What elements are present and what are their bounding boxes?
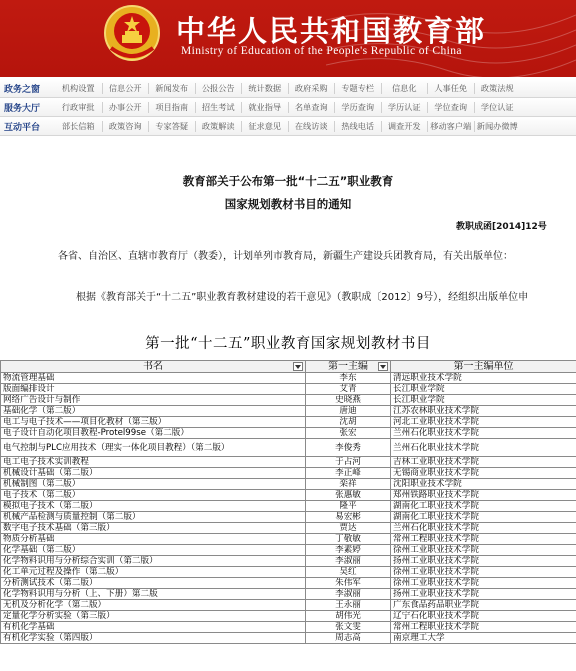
- book-title-cell: 网络广告设计与制作: [1, 395, 306, 406]
- institution-cell: 兰州石化职业技术学院: [391, 523, 576, 534]
- table-row: [1, 479, 576, 490]
- nav-link[interactable]: 部长信箱: [61, 120, 95, 131]
- institution-cell: 徐州工业职业技术学院: [391, 578, 576, 589]
- nav-link[interactable]: 专题专栏: [334, 83, 381, 94]
- editor-cell: 栾祥: [306, 479, 391, 490]
- table-row: [1, 512, 576, 523]
- nav-link[interactable]: 行政审批: [61, 101, 95, 112]
- book-title-cell: 机械产品检测与质量控制（第二版）: [1, 512, 306, 523]
- nav-link[interactable]: 调查开发: [381, 121, 428, 132]
- column-header-editor[interactable]: 第一主编: [306, 361, 391, 373]
- nav-link[interactable]: 在线访谈: [288, 121, 335, 132]
- book-title-cell: 版面编排设计: [1, 384, 306, 395]
- textbook-table: [0, 360, 576, 644]
- nav-link[interactable]: 新闻发布: [148, 83, 195, 94]
- nav-link[interactable]: 公报公告: [195, 83, 242, 94]
- institution-cell: 湖南化工职业技术学院: [391, 501, 576, 512]
- nav-link[interactable]: 名单查询: [288, 102, 335, 113]
- table-row: [1, 384, 576, 395]
- nav-link[interactable]: 人事任免: [427, 83, 474, 94]
- editor-cell: 唐迪: [306, 406, 391, 417]
- table-row: [1, 567, 576, 578]
- nav-link[interactable]: 项目指南: [148, 102, 195, 113]
- book-title-cell: 机械设计基础（第二版）: [1, 468, 306, 479]
- column-header-title[interactable]: 书名: [1, 361, 306, 373]
- table-row: [1, 600, 576, 611]
- nav-link[interactable]: 政策法规: [474, 83, 521, 94]
- nav-link[interactable]: 学历查询: [334, 102, 381, 113]
- nav-row-government: [0, 79, 576, 98]
- site-banner: [0, 0, 576, 77]
- nav-link[interactable]: 征求意见: [241, 121, 288, 132]
- table-row: [1, 395, 576, 406]
- editor-cell: 易宏彬: [306, 512, 391, 523]
- ministry-title-cn: 中华人民共和国教育部: [176, 14, 487, 48]
- editor-cell: 隆平: [306, 501, 391, 512]
- ministry-title-en: Ministry of Education of the People's Republic of China: [181, 45, 462, 57]
- editor-cell: 李素婷: [306, 545, 391, 556]
- table-row: [1, 439, 576, 457]
- filter-dropdown-icon[interactable]: [293, 362, 303, 371]
- institution-cell: 河北工业职业技术学院: [391, 417, 576, 428]
- nav-link[interactable]: 政策解读: [195, 121, 242, 132]
- nav-link[interactable]: 办事公开: [102, 102, 149, 113]
- national-emblem-icon[interactable]: [103, 4, 161, 66]
- editor-cell: 丁敬敏: [306, 534, 391, 545]
- editor-cell: 李正峰: [306, 468, 391, 479]
- nav-link[interactable]: 新闻办微博: [474, 121, 521, 132]
- book-title-cell: 化学物料识用与分析综合实训（第二版）: [1, 556, 306, 567]
- institution-cell: 扬州工业职业技术学院: [391, 556, 576, 567]
- book-title-cell: 分析测试技术（第二版）: [1, 578, 306, 589]
- nav-link[interactable]: 机构设置: [61, 82, 95, 93]
- document-number: 教职成函[2014]12号: [456, 222, 547, 232]
- institution-cell: 兰州石化职业技术学院: [391, 428, 576, 439]
- book-title-cell: 模拟电子技术（第二版）: [1, 501, 306, 512]
- main-navigation: [0, 79, 576, 136]
- table-row: [1, 611, 576, 622]
- editor-cell: 于占河: [306, 457, 391, 468]
- book-title-cell: 化工单元过程及操作（第二版）: [1, 567, 306, 578]
- institution-cell: 湖南化工职业技术学院: [391, 512, 576, 523]
- institution-cell: 郑州铁路职业技术学院: [391, 490, 576, 501]
- nav-row-interaction: [0, 117, 576, 136]
- table-row: [1, 490, 576, 501]
- nav-link[interactable]: 学位查询: [427, 102, 474, 113]
- institution-cell: 江苏农林职业技术学院: [391, 406, 576, 417]
- book-title-cell: 电子设计自动化项目教程-Protel99se（第二版）: [1, 428, 306, 439]
- table-row: [1, 545, 576, 556]
- institution-cell: 常州工程职业技术学院: [391, 534, 576, 545]
- institution-cell: 广东食品药品职业学院: [391, 600, 576, 611]
- editor-cell: 胡伟光: [306, 611, 391, 622]
- table-row: [1, 578, 576, 589]
- institution-cell: 沈阳职业技术学院: [391, 479, 576, 490]
- nav-row-heading: 服务大厅: [4, 103, 41, 114]
- institution-cell: 辽宁石化职业技术学院: [391, 611, 576, 622]
- editor-cell: 张惠敏: [306, 490, 391, 501]
- book-title-cell: 机械制图（第二版）: [1, 479, 306, 490]
- table-row: [1, 556, 576, 567]
- notice-paragraph: 根据《教育部关于“十二五”职业教育教材建设的若干意见》（教职成〔2012〕9号），经组织出版单位申: [76, 292, 529, 303]
- nav-link[interactable]: 政策咨询: [102, 121, 149, 132]
- institution-cell: 徐州工业职业技术学院: [391, 567, 576, 578]
- editor-cell: 朱伟军: [306, 578, 391, 589]
- editor-cell: 张文雯: [306, 622, 391, 633]
- institution-cell: 徐州工业职业技术学院: [391, 545, 576, 556]
- nav-link[interactable]: 信息化: [381, 83, 428, 94]
- book-title-cell: 化学物料识用与分析（上、下册）第二版: [1, 589, 306, 600]
- institution-cell: 常州工程职业技术学院: [391, 622, 576, 633]
- book-title-cell: 化学基础（第二版）: [1, 545, 306, 556]
- textbook-list-title: 第一批“十二五”职业教育国家规划教材书目: [145, 336, 431, 352]
- nav-link[interactable]: 学位认证: [474, 102, 521, 113]
- editor-cell: 李东: [306, 373, 391, 384]
- table-row: [1, 501, 576, 512]
- institution-cell: 扬州工业职业技术学院: [391, 589, 576, 600]
- institution-cell: 南京理工大学: [391, 633, 576, 644]
- book-title-cell: 电工与电子技术——项目化教材（第三版）: [1, 417, 306, 428]
- editor-cell: 张宏: [306, 428, 391, 439]
- nav-link[interactable]: 信息公开: [102, 83, 149, 94]
- book-title-cell: 基础化学（第二版）: [1, 406, 306, 417]
- book-title-cell: 有机化学基础: [1, 622, 306, 633]
- nav-link[interactable]: 统计数据: [241, 83, 288, 94]
- editor-cell: 王永丽: [306, 600, 391, 611]
- table-row: [1, 373, 576, 384]
- book-title-cell: 物质分析基础: [1, 534, 306, 545]
- editor-cell: 李淑丽: [306, 556, 391, 567]
- institution-cell: 长江职业学院: [391, 395, 576, 406]
- editor-cell: 李俊秀: [306, 439, 391, 457]
- institution-cell: 无锡商业职业技术学院: [391, 468, 576, 479]
- nav-row-services: [0, 98, 576, 117]
- book-title-cell: 数字电子技术基础（第三版）: [1, 523, 306, 534]
- nav-link[interactable]: 移动客户端: [427, 121, 474, 132]
- table-row: [1, 622, 576, 633]
- editor-cell: 吴红: [306, 567, 391, 578]
- editor-cell: 艾青: [306, 384, 391, 395]
- filter-dropdown-icon[interactable]: [378, 362, 388, 371]
- nav-row-heading: 互动平台: [4, 122, 41, 133]
- notice-paragraph: 各省、自治区、直辖市教育厅（教委），计划单列市教育局，新疆生产建设兵团教育局，有关出版单位：: [58, 251, 513, 262]
- table-row: [1, 534, 576, 545]
- book-title-cell: 电气控制与PLC应用技术（理实一体化项目教程）（第二版）: [1, 439, 306, 457]
- editor-cell: 史晓燕: [306, 395, 391, 406]
- nav-link[interactable]: 政府采购: [288, 83, 335, 94]
- table-row: [1, 523, 576, 534]
- book-title-cell: 电子技术（第二版）: [1, 490, 306, 501]
- nav-link[interactable]: 专家答疑: [148, 121, 195, 132]
- book-title-cell: 物流管理基础: [1, 373, 306, 384]
- table-row: [1, 468, 576, 479]
- institution-cell: 兰州石化职业技术学院: [391, 439, 576, 457]
- nav-link[interactable]: 招生考试: [195, 102, 242, 113]
- nav-link[interactable]: 学历认证: [381, 102, 428, 113]
- table-body: [1, 373, 576, 644]
- table-row: [1, 428, 576, 439]
- nav-row-heading: 政务之窗: [4, 84, 41, 95]
- nav-link[interactable]: 就业指导: [241, 102, 288, 113]
- book-title-cell: 定量化学分析实验（第三版）: [1, 611, 306, 622]
- book-title-cell: 无机及分析化学（第二版）: [1, 600, 306, 611]
- institution-cell: 吉林工业职业技术学院: [391, 457, 576, 468]
- table-header-row: [1, 361, 576, 373]
- nav-link[interactable]: 热线电话: [334, 121, 381, 132]
- table-row: [1, 406, 576, 417]
- table-row: [1, 633, 576, 644]
- book-title-cell: 电工电子技术实训教程: [1, 457, 306, 468]
- editor-cell: 李淑丽: [306, 589, 391, 600]
- table-row: [1, 457, 576, 468]
- institution-cell: 长江职业学院: [391, 384, 576, 395]
- notice-title-line1: 教育部关于公布第一批“十二五”职业教育: [182, 174, 394, 188]
- editor-cell: 沈胡: [306, 417, 391, 428]
- book-title-cell: 有机化学实验（第四版）: [1, 633, 306, 644]
- table-row: [1, 589, 576, 600]
- editor-cell: 周志高: [306, 633, 391, 644]
- notice-title-line2: 国家规划教材书目的通知: [224, 197, 352, 211]
- column-header-institution[interactable]: 第一主编单位: [391, 361, 576, 373]
- table-row: [1, 417, 576, 428]
- editor-cell: 贾达: [306, 523, 391, 534]
- institution-cell: 清远职业技术学院: [391, 373, 576, 384]
